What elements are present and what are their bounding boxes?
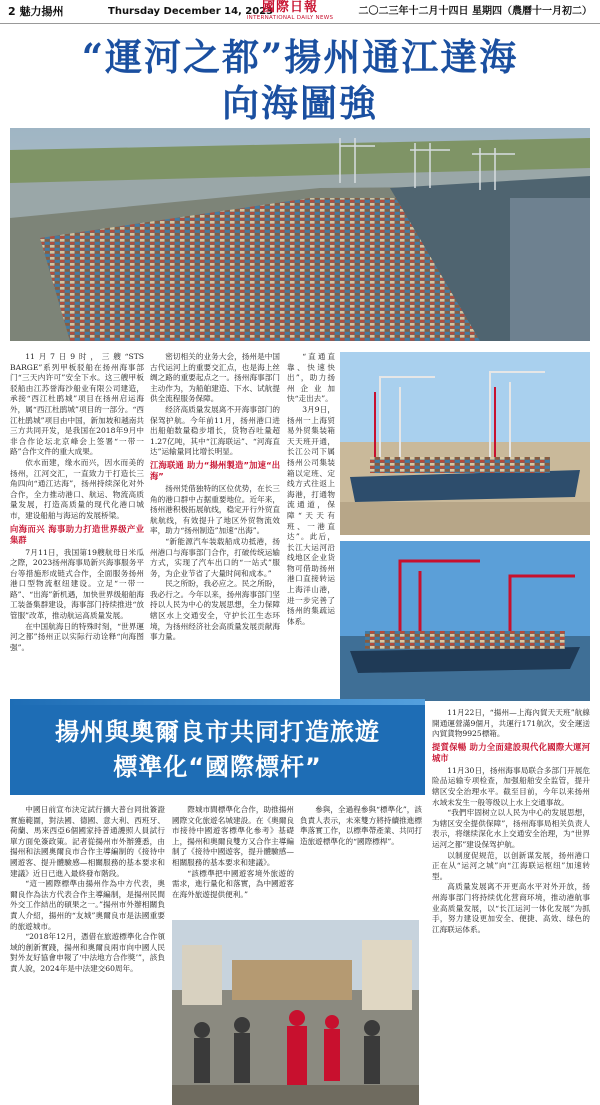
container-ship-crane-photo <box>340 541 590 701</box>
paragraph: 11月30日，扬州海事局联合多部门开展危险品运输专项检查，加强船舶安全监管，提升辖区安全治理水平。截至目前，今年以来扬州水域未发生一般等级以上水上交通事故。 <box>432 765 590 807</box>
date-english: Thursday December 14, 2023 <box>108 6 274 17</box>
paragraph: 參與，全過程參與“標準化”，該負責人表示，未來雙方將持續推進標準落實工作，以標準帶產業、共同打造旅遊標準化的“國際標桿”。 <box>300 805 422 846</box>
date-chinese: 二〇二三年十二月十四日 星期四（農曆十一月初二） <box>358 6 592 17</box>
page-section-label: 2 魅力揚州 <box>8 5 64 18</box>
section-subheading: 向海而兴 海事助力打造世界级产业集群 <box>10 523 144 545</box>
paragraph: “2018年12月，憑借在旅遊標準化合作領域的創新實踐，揚州和奧爾良兩市向中國人民對外友好協會申報了‘中法地方合作獎’”，該負責人說，2024年是中法建交60周年。 <box>10 932 165 973</box>
article2-column-3 <box>300 805 422 915</box>
article1-column-1 <box>10 352 144 697</box>
article2-column-2 <box>172 805 294 915</box>
section-subheading: 提質保暢 助力全面建設現代化國際大運河城市 <box>432 741 590 763</box>
tourism-event-photo <box>172 920 419 1105</box>
paragraph: 扬州凭借独特的区位优势，在长三角的港口群中占据重要地位。近年来，扬州港积极拓展航线，稳定开行外贸直航航线，有效提升了地区外贸物流效率，助力“扬州制造”加速“出海”。 <box>150 483 280 536</box>
paragraph: “這一國際標準由揚州作為中方代表，奧爾良作為法方代表合作主導編制，是揚州民間外交工作結出的碩果之一。”揚州市外辦相關負責人介紹，揚州的“友城”奧爾良市是法國重要的旅遊城市。 <box>10 879 165 931</box>
headline-line-2: 向海圖強 <box>222 81 378 125</box>
paragraph: “我們牢固树立以人民为中心的发展思想，为辖区安全提供保障”，扬州海事局相关负责人表示，将继续深化水上交通安全治理，为“世界运河之都”建设保驾护航。 <box>432 808 590 849</box>
paragraph: 7月11日，我国第19艘航母日米瓜之際，2023扬州海事局新兴海事服务平台等措施形成链式合作，全面服务扬州港口型物流枢纽建设。立足“一带一路”、“出海”新机遇，加快世界级船舶海工装备集群建设，海事部门持续推进“放管服”改革，推动航运高质量发展。 <box>10 547 144 621</box>
article-headline <box>0 34 600 126</box>
banner-line-2: 標準化“國際標杆” <box>113 753 322 781</box>
paragraph: 高质量发展离不开更高水平对外开放，扬州海事部门将持续优化营商环境，推动港航事业高质量发展，以“长江运河一体化发展”为抓手，努力建设更加安全、便捷、高效、绿色的江海联运体系。 <box>432 882 590 934</box>
paragraph: 经济高质量发展离不开海事部门的保驾护航。今年前11月，扬州港口进出船舶数量稳步增长，货物吞吐量超1.27亿吨，其中“江海联运”、“河海直达”运输量同比增长明显。 <box>150 404 280 457</box>
logo-title: 國際日報 <box>261 0 318 15</box>
paragraph: 中國日前宣布決定試行擴大普台同批簽證實施範圍，對法國、德國、意大利、西班牙、荷蘭、馬來西亞6個國家持普通護照人員試行單方面免簽政策。記者從揚州市外辦獲悉，由揚州和法國奧爾良市合作主導編制的《接待中國遊客、提升體驗感—相關服務的基本要求和建議》近日已進入最終發布階段。 <box>10 805 165 878</box>
paragraph: 際城市間標準化合作，助推揚州國際文化旅遊名城建設。在《奧爾良市接待中國遊客標準化參考》基礎上，揚州和奧爾良雙方又合作主導編制了《接待中國遊客，提升體驗感—相關服務的基本要求和建議》。 <box>172 805 294 867</box>
port-aerial-photo <box>10 128 590 341</box>
paragraph: 以制度促规范，以创新谋发展，扬州港口正在从“运河之城”向“江海联运枢纽”加速转型。 <box>432 850 590 881</box>
headline-line-1: “運河之都”揚州通江達海 <box>81 35 519 79</box>
article1-column-3 <box>287 352 335 697</box>
banner-line-1: 揚州與奧爾良市共同打造旅遊 <box>55 718 380 746</box>
paragraph: 民之所盼，我必应之。民之所盼，我必行之。今年以来，扬州海事部门坚持以人民为中心的发展思想，全力保障辖区水上交通安全，守护长江生态环境，为扬州经济社会高质量发展贡献海事力量。 <box>150 579 280 642</box>
paragraph: 11月7日9时，三艘“STS BARGE”系列甲板驳船在扬州海事部门“三天内许可”安全下水。这三艘甲板驳船由江苏誉海沙船业有限公司建造，承接“西江杜鹃城”项目在扬州启运海外，属“西江杜鹃城”项目的一部分。“西江杜鹃城”项目由中国，新加坡和越南共三方共同开发，是我国在2018年9月中非合作论坛北京峰会上签署“一带一路”合作文件的重大成果。 <box>10 352 144 457</box>
paragraph: 依水而建，缘水而兴，因水而美的扬州，江河交汇，一直致力于打造长三角四向“通江达海”，扬州持续深化对外合作，全力推动港口、航运、物流高质量发展，打造高质量的现代化港口城市，建设船舶与海运的发展桥梁。 <box>10 457 144 520</box>
cargo-ship-photo <box>340 352 590 535</box>
logo-subtitle: INTERNATIONAL DAILY NEWS <box>246 15 334 21</box>
section-subheading: 江海联通 助力“揚州製造”加速“出海” <box>150 459 280 481</box>
paragraph: 密切相关的业务大会，扬州是中国古代运河上的重要交汇点，也是海上丝绸之路的重要起点之一。扬州海事部门主动作为，为船舶建造、下水、试航提供全流程服务保障。 <box>150 352 280 404</box>
article2-column-1 <box>10 805 165 1105</box>
paragraph: “該標準把中國遊客境外旅遊的需求，進行量化和落實，為中國遊客在海外旅遊提供便利。” <box>172 868 294 899</box>
article1-column-3-continued <box>432 708 590 1105</box>
page-header <box>0 0 600 24</box>
paragraph: 在中国航海日的特殊时刻，“世界運河之都”扬州正以实际行动诠释“向海图强”。 <box>10 621 144 652</box>
article1-column-2 <box>150 352 280 697</box>
article2-banner-headline <box>10 705 425 795</box>
paragraph: 11月22日，“揚州—上海內貿天天班”航線開通運營滿9個月，共運行171航次，安全運送內貿貨物9925標箱。 <box>432 708 590 739</box>
paragraph: “新能源汽车装载船成功抵港，扬州港口与海事部门合作，打破传统运输方式，实现了汽车出口的“一站式”服务，为企业节省了大量时间和成本。” <box>150 536 280 578</box>
paragraph: “直通直靠、快速快出”，助力扬州企业加快“走出去”。 <box>287 352 335 404</box>
newspaper-logo <box>234 1 346 23</box>
paragraph: 3月9日，扬州一上海贸易外贸集装箱天天班开通，长江公司下属扬州公司集装箱以定班、定线方式往返上海港，打通物流通道，保障“天天有班、一港直达”。此后，长江大运河沿线地区企业货物可借助扬州港口直接转运上海洋山港，进一步完善了扬州的集疏运体系。 <box>287 404 335 626</box>
